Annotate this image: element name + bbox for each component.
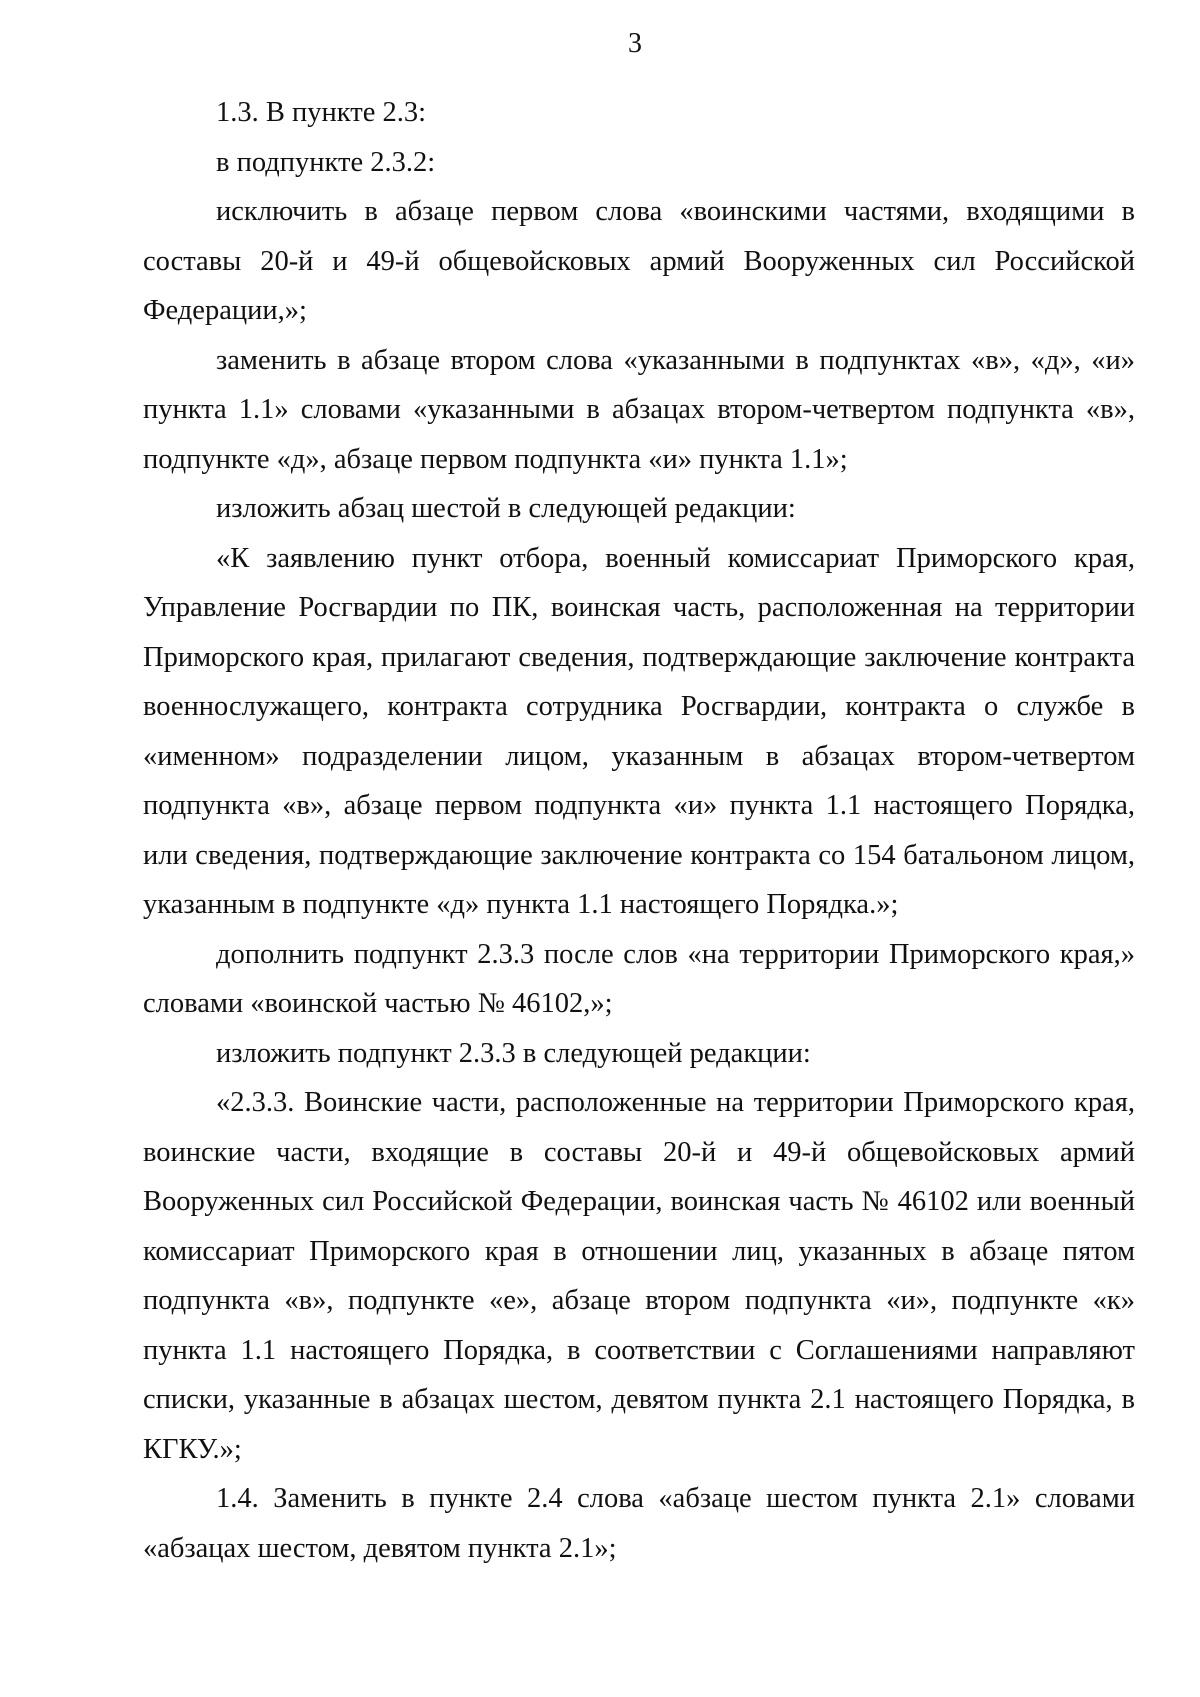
paragraph-quoted-2-3-3: «2.3.3. Воинские части, расположенные на территории Приморского края, воинские части, входящие в составы 20-й и 49-й общевойсковых армий Вооруженных сил Российской Федерации, воинская часть № 46102 или военный комиссариат Приморского края в отношении лиц, указанных в абзаце пятом подпункта «в», подпункте «е», абзаце втором подпункта «и», подпункте «к» пункта 1.1 настоящего Порядка, в соответствии с Соглашениями направляют списки, указанные в абзацах шестом, девятом пункта 2.1 настоящего Порядка, в КГКУ.»; (143, 1087, 1135, 1465)
paragraph-1-4: 1.4. Заменить в пункте 2.4 слова «абзаце шестом пункта 2.1» словами «абзацах шестом, девятом пункта 2.1»; (143, 1483, 1135, 1564)
document-body (143, 88, 1135, 1573)
paragraph-1-3-heading: 1.3. В пункте 2.3: (216, 97, 427, 128)
paragraph-restate-sixth: изложить абзац шестой в следующей редакции: (216, 493, 796, 524)
paragraph-exclude-words: исключить в абзаце первом слова «воинскими частями, входящими в составы 20-й и 49-й общевойсковых армий Вооруженных сил Российской Федерации,»; (143, 196, 1135, 326)
paragraph-supplement-2-3-3: дополнить подпункт 2.3.3 после слов «на территории Приморского края,» словами «воинской частью № 46102,»; (143, 938, 1135, 1019)
paragraph-subpoint-2-3-2: в подпункте 2.3.2: (216, 146, 436, 178)
paragraph-restate-2-3-3: изложить подпункт 2.3.3 в следующей редакции: (216, 1037, 811, 1069)
paragraph-quoted-application: «К заявлению пункт отбора, военный комиссариат Приморского края, Управление Росгвардии по ПК, воинская часть, расположенная на территории Приморского края, прилагают сведения, подтверждающие заключение контракта военнослужащего, контракта сотрудника Росгвардии, контракта о службе в «именном» подразделении лицом, указанным в абзацах втором-четвертом подпункта «в», абзаце первом подпункта «и» пункта 1.1 настоящего Порядка, или сведения, подтверждающие заключение контракта со 154 батальоном лицом, указанным в подпункте «д» пункта 1.1 настоящего Порядка.»; (143, 542, 1135, 920)
paragraph-replace-words: заменить в абзаце втором слова «указанными в подпунктах «в», «д», «и» пункта 1.1» словами «указанными в абзацах втором-четвертом подпункта «в», подпункте «д», абзаце первом подпункта «и» пункта 1.1»; (143, 344, 1135, 475)
page-number: 3 (628, 28, 642, 59)
